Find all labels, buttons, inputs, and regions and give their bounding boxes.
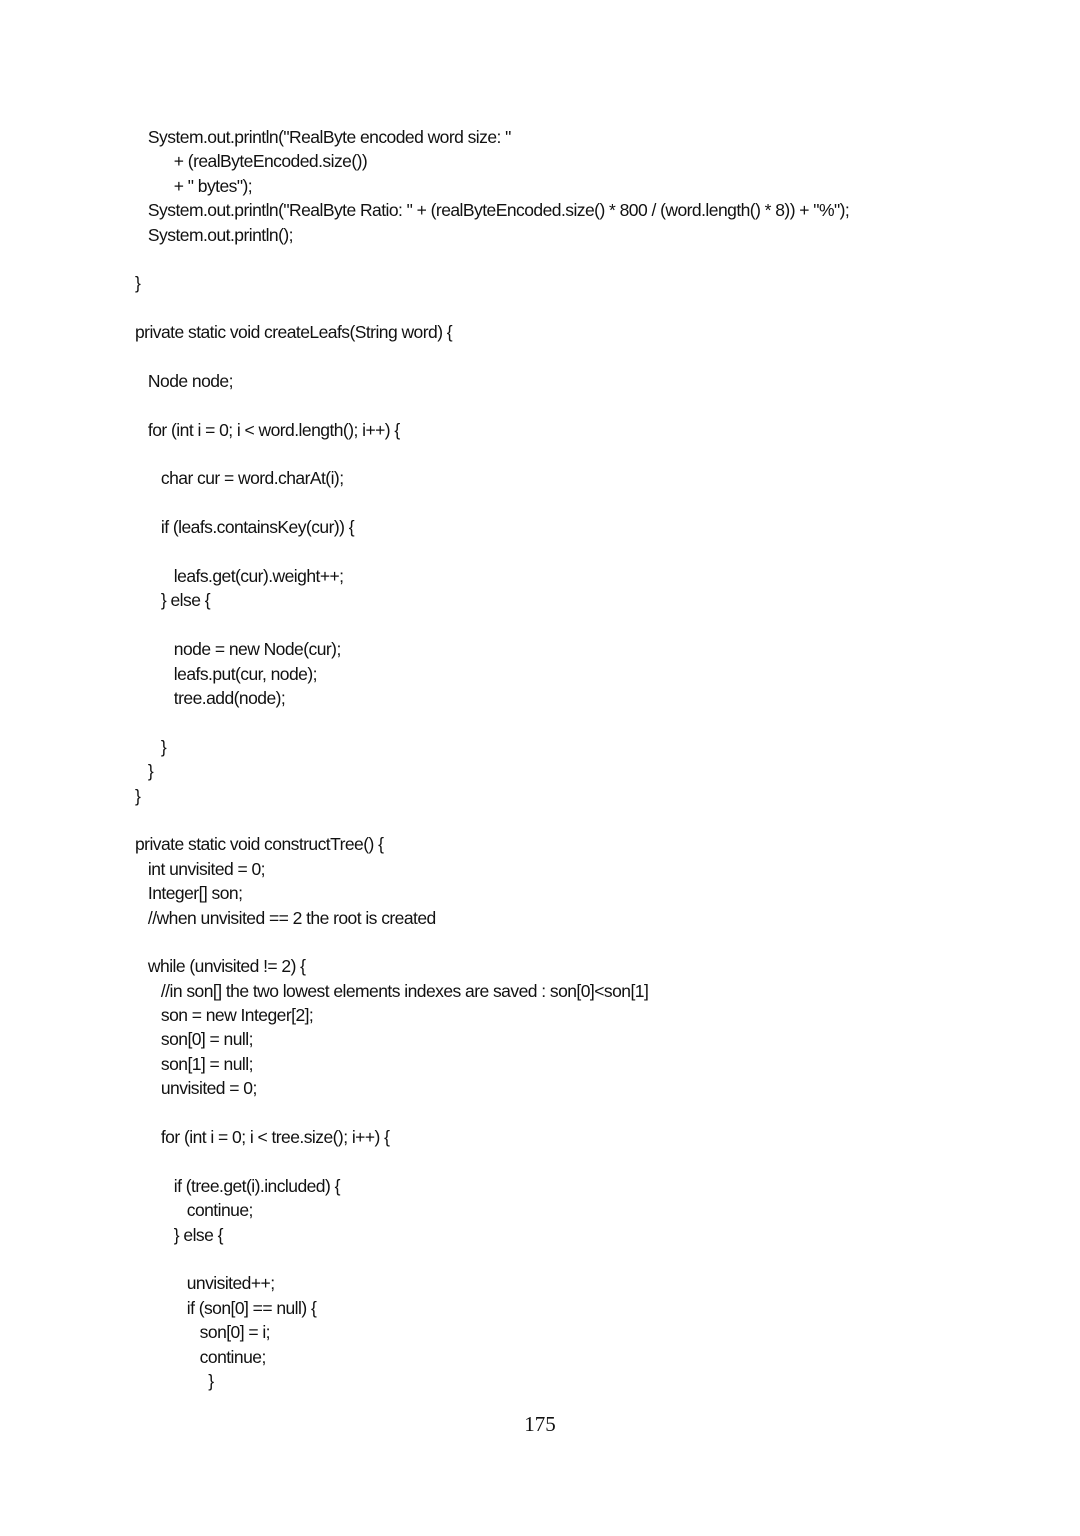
code-line: leafs.get(cur).weight++; — [135, 566, 344, 587]
code-line: if (son[0] == null) { — [135, 1297, 317, 1318]
code-line: System.out.println("RealByte Ratio: " + (realByteEncoded.size() * 800 / (word.length() * 8)) + "%"); — [135, 200, 850, 221]
code-line: unvisited = 0; — [135, 1078, 257, 1099]
code-line — [135, 808, 1015, 832]
code-line: } — [135, 785, 141, 806]
code-line: leafs.put(cur, node); — [135, 663, 317, 684]
code-line — [135, 1247, 1015, 1271]
code-line — [135, 345, 1015, 369]
code-line: } — [135, 273, 141, 294]
code-line — [135, 930, 1015, 954]
code-line: System.out.println(); — [135, 224, 293, 245]
code-line: son[0] = null; — [135, 1029, 253, 1050]
code-line: } — [135, 761, 154, 782]
code-line: char cur = word.charAt(i); — [135, 468, 344, 489]
code-line: for (int i = 0; i < word.length(); i++) { — [135, 419, 400, 440]
code-line: private static void createLeafs(String word) { — [135, 322, 453, 343]
code-line — [135, 1101, 1015, 1125]
code-line: continue; — [135, 1200, 253, 1221]
code-line: son[0] = i; — [135, 1322, 270, 1343]
code-line — [135, 1149, 1015, 1173]
code-line: //when unvisited == 2 the root is created — [135, 907, 436, 928]
code-line: continue; — [135, 1346, 266, 1367]
code-line: son = new Integer[2]; — [135, 1005, 314, 1026]
code-line: System.out.println("RealByte encoded word size: " — [135, 127, 511, 147]
code-line: tree.add(node); — [135, 687, 286, 708]
code-line: if (leafs.containsKey(cur)) { — [135, 517, 355, 538]
code-line: } — [135, 1370, 214, 1391]
code-line: for (int i = 0; i < tree.size(); i++) { — [135, 1127, 390, 1148]
code-line: } — [135, 736, 167, 757]
code-line: } else { — [135, 1224, 223, 1245]
code-line: son[1] = null; — [135, 1053, 253, 1074]
code-line — [135, 393, 1015, 417]
code-line: + " bytes"); — [135, 175, 253, 196]
code-line: private static void constructTree() { — [135, 834, 384, 855]
code-line — [135, 296, 1015, 320]
code-line: Node node; — [135, 370, 233, 391]
code-listing — [135, 125, 1015, 1393]
code-line: node = new Node(cur); — [135, 639, 341, 660]
code-line: Integer[] son; — [135, 883, 243, 904]
code-line: //in son[] the two lowest elements indexes are saved : son[0]<son[1] — [135, 980, 649, 1001]
code-line — [135, 540, 1015, 564]
code-line: } else { — [135, 590, 210, 611]
code-line: int unvisited = 0; — [135, 858, 265, 879]
code-line — [135, 247, 1015, 271]
page-number: 175 — [524, 1412, 556, 1436]
code-line — [135, 442, 1015, 466]
code-line — [135, 491, 1015, 515]
code-line: + (realByteEncoded.size()) — [135, 151, 368, 172]
code-line — [135, 613, 1015, 637]
code-line: while (unvisited != 2) { — [135, 956, 306, 977]
code-line: unvisited++; — [135, 1273, 275, 1294]
code-line — [135, 710, 1015, 734]
code-line: if (tree.get(i).included) { — [135, 1175, 340, 1196]
